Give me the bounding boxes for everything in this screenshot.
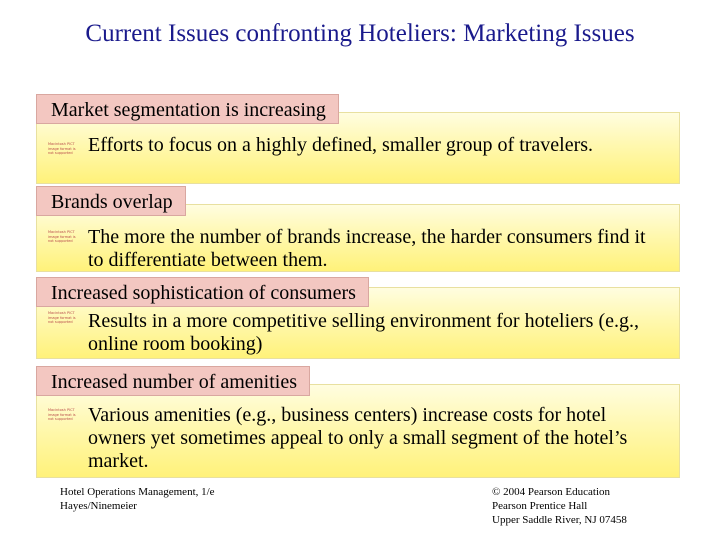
placeholder-picture-icon: Macintosh PICT image format is not supported	[48, 230, 76, 243]
section-brands-overlap	[36, 186, 680, 272]
section-consumer-sophistication	[36, 277, 680, 359]
section-body: Various amenities (e.g., business centers) increase costs for hotel owners yet sometimes appeal to only a small segment of the hotel’s market.	[88, 404, 628, 472]
section-body: The more the number of brands increase, the harder consumers find it to differentiate between them.	[88, 226, 646, 271]
section-heading: Increased number of amenities	[36, 366, 310, 396]
placeholder-picture-icon: Macintosh PICT image format is not supported	[48, 311, 76, 324]
footer-address: Upper Saddle River, NJ 07458	[492, 514, 627, 526]
footer-book-title: Hotel Operations Management, 1/e	[60, 486, 215, 498]
section-heading: Market segmentation is increasing	[36, 94, 339, 124]
placeholder-picture-icon: Macintosh PICT image format is not supported	[48, 408, 76, 421]
section-body: Results in a more competitive selling environment for hoteliers (e.g., online room booking)	[88, 310, 639, 355]
footer-right	[492, 485, 627, 527]
slide-title: Current Issues confronting Hoteliers: Marketing Issues	[85, 20, 635, 47]
section-heading: Increased sophistication of consumers	[36, 277, 369, 307]
footer-publisher: Pearson Prentice Hall	[492, 500, 588, 512]
section-market-segmentation	[36, 94, 680, 184]
footer-authors: Hayes/Ninemeier	[60, 500, 137, 512]
footer-copyright: © 2004 Pearson Education	[492, 486, 611, 498]
section-amenities	[36, 366, 680, 478]
footer-left	[60, 485, 215, 513]
placeholder-picture-icon: Macintosh PICT image format is not supported	[48, 142, 76, 155]
section-body: Efforts to focus on a highly defined, smaller group of travelers.	[88, 134, 594, 156]
section-heading: Brands overlap	[36, 186, 186, 216]
